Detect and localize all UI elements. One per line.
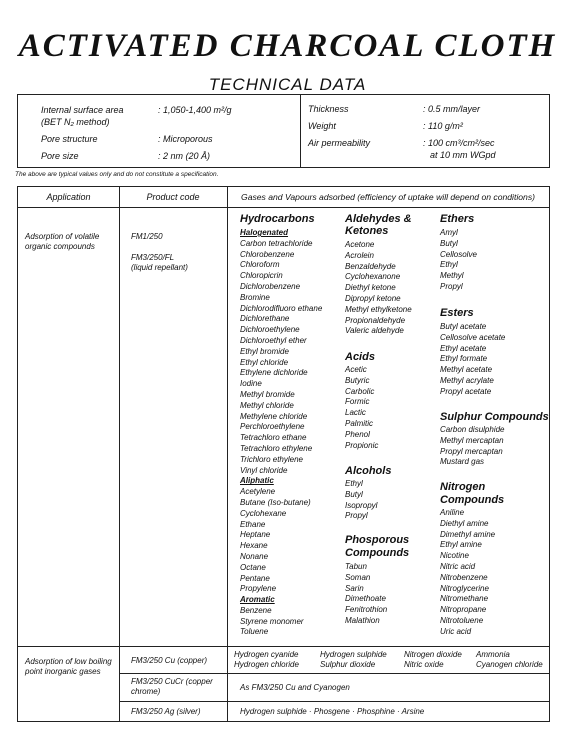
subrow-divider-1 [119,673,549,674]
row2-gases-c3 [404,650,462,670]
adsorption-table [17,186,550,722]
page-title: ACTIVATED CHARCOAL CLOTH [18,28,557,64]
header-gases: Gases and Vapours adsorbed (efficiency of uptake will depend on conditions) [241,192,535,202]
phosphorous-list [345,562,387,627]
compound-item: Methyl acrylate [440,375,494,385]
compound-item: Butane (Iso-butane) [240,497,311,507]
compound-item: Nitroglycerine [440,583,489,593]
compound-item: Pentane [240,573,270,583]
spec-divider [300,95,301,167]
compound-item: Dichloroethyl ether [240,335,307,345]
compound-item: Propyl [440,281,463,291]
spec-value-pore-structure: : Microporous [158,134,213,144]
compound-item: Valeric aldehyde [345,326,404,336]
category-aldehydes: Aldehydes & [345,213,412,225]
compound-item: Chloroform [240,260,280,270]
row2-gases-silver: Hydrogen sulphide · Phosgene · Phosphine · Arsine [240,707,425,716]
compound-item: Methyl ethylketone [345,304,412,314]
row2-code-copper-chrome: FM3/250 CuCr (copper chrome) [131,677,213,696]
compound-item: Formic [345,397,370,407]
category-sulphur: Sulphur Compounds [440,411,549,423]
compound-item: Nicotine [440,551,469,561]
compound-item: Ethyl chloride [240,357,289,367]
compound-item: Ethyl acetate [440,343,487,353]
compound-item: Butyric [345,375,370,385]
category-ethers: Ethers [440,213,475,225]
compound-item: Aniline [440,508,465,517]
compound-item: Butyl [440,238,458,248]
compound-item: Cyclohexane [240,508,287,518]
gas-nitric-oxide: Nitric oxide [404,660,444,669]
nitrogen-list [440,508,495,638]
compound-item: Butyl acetate [440,322,487,331]
row2-gases-c4 [476,650,543,670]
disclaimer-note: The above are typical values only and do not constitute a specification. [15,171,219,178]
category-phosphorous: Phosporous [345,534,410,546]
compound-item: Propyl mercaptan [440,446,503,456]
compound-item: Vinyl chloride [240,465,288,475]
row2-code-silver: FM3/250 Ag (silver) [131,707,201,716]
compound-item: Ethylene dichloride [240,368,308,378]
category-acids: Acids [345,351,375,363]
compound-item: Benzene [240,605,272,615]
compound-item: Butyl [345,489,363,499]
compound-item: Propyl acetate [440,386,492,396]
compound-item: Acetone [345,240,375,249]
col-divider-1 [119,187,120,721]
spec-value-pore-size: : 2 nm (20 Å) [158,151,211,161]
compound-item: Isopropyl [345,500,378,510]
compound-item: Palmitic [345,418,374,428]
compound-item: Uric acid [440,626,472,636]
category-phosphorous-compounds: Compounds [345,547,410,559]
compound-item: Diethyl amine [440,518,489,528]
spec-value-air-permeability-2: at 10 mm WGpd [430,150,496,160]
compound-item: Amyl [440,228,458,237]
header-application: Application [46,192,91,202]
compound-item: Propionic [345,440,379,450]
compound-item: Nitrotoluene [440,615,484,625]
compound-item: Carbon tetrachloride [240,238,313,248]
hydrocarbons-list [240,228,322,638]
row1-code-fm3fl: FM3/250/FL [131,253,175,262]
acids-list [345,365,378,451]
compound-item: Ethyl bromide [240,346,289,356]
compound-item: Methyl mercaptan [440,435,504,445]
compound-item: Soman [345,572,371,582]
compound-item: Cellosolve acetate [440,332,506,342]
compound-item: Dichlorethane [240,314,290,324]
compound-item: Cellosolve [440,249,477,259]
spec-value-weight-text: 110 g/m² [428,121,463,131]
gas-ammonia: Ammonia [476,650,510,659]
subcategory-label: Aromatic [240,595,275,605]
compound-item: Tetrachloro ethylene [240,443,313,453]
spec-value-air-permeability-text: 100 cm³/cm²/sec [428,138,495,148]
category-ketones: Ketones [345,225,389,237]
row-divider [18,646,549,647]
row1-code-fm3fl-note: (liquid repellant) [131,263,188,272]
compound-item: Benzaldehyde [345,261,396,271]
compound-item: Ethyl amine [440,540,482,550]
spec-label-weight: Weight [308,121,336,131]
compound-item: Nitromethane [440,594,489,604]
category-nitrogen-compounds: Compounds [440,494,505,506]
compound-item: Methyl [440,271,464,281]
compound-item: Toluene [240,627,269,637]
compound-item: Ethyl formate [440,354,488,364]
ethers-list [440,228,477,293]
spec-label-bet: (BET N₂ method) [41,117,110,127]
spec-label-pore-size: Pore size [41,151,79,161]
subrow-divider-2 [119,701,549,702]
spec-label-surface-area: Internal surface area [41,105,124,115]
esters-list [440,322,505,398]
spec-value-weight: : 110 g/m² [423,121,463,131]
row2-gases-c2 [320,650,387,670]
subcategory-label: Aliphatic [240,476,274,486]
spec-value-thickness-text: 0.5 mm/layer [428,104,481,114]
gas-hydrogen-chloride: Hydrogen chloride [234,660,299,669]
compound-item: Diethyl ketone [345,283,396,293]
row1-code-fm1: FM1/250 [131,232,163,241]
gas-hydrogen-cyanide: Hydrogen cyanide [234,650,299,659]
compound-item: Hexane [240,541,268,551]
compound-item: Methyl acetate [440,365,493,375]
compound-item: Acetic [345,365,367,374]
spec-value-surface-area-text: 1,050-1,400 m²/g [163,105,232,115]
gas-cyanogen-chloride: Cyanogen chloride [476,660,543,669]
alcohols-list [345,479,377,522]
spec-value-pore-size-text: 2 nm (20 Å) [163,151,211,161]
compound-item: Methyl bromide [240,389,295,399]
spec-label-pore-structure: Pore structure [41,134,98,144]
compound-item: Nitropropane [440,605,487,615]
header-divider [18,207,549,208]
spec-value-pore-structure-text: Microporous [163,134,213,144]
compound-item: Propionaldehyde [345,315,406,325]
row2-code-copper: FM3/250 Cu (copper) [131,656,208,665]
gas-sulphur-dioxide: Sulphur dioxide [320,660,376,669]
compound-item: Tabun [345,562,367,571]
row2-application: Adsorption of low boiling point inorganic gases [25,657,112,676]
compound-item: Methylene chloride [240,411,308,421]
compound-item: Tetrachloro ethane [240,433,307,443]
spec-value-surface-area: : 1,050-1,400 m²/g [158,105,232,115]
compound-item: Ethane [240,519,266,529]
compound-item: Carbon disulphide [440,425,505,434]
compound-item: Fenitrothion [345,605,388,615]
spec-value-air-permeability: : 100 cm³/cm²/sec [423,138,495,148]
compound-item: Chloropicrin [240,271,283,281]
spec-label-air-permeability: Air permeability [308,138,371,148]
compound-item: Carbolic [345,386,375,396]
compound-item: Dichloroethylene [240,325,300,335]
spec-label-thickness: Thickness [308,104,349,114]
compound-item: Nitrobenzene [440,572,488,582]
compound-item: Propyl [345,511,368,521]
compound-item: Malathion [345,615,380,625]
compound-item: Lactic [345,408,366,418]
compound-item: Nitric acid [440,561,476,571]
compound-item: Propylene [240,584,277,594]
compound-item: Octane [240,562,266,572]
compound-item: Ethyl [345,479,363,488]
compound-item: Phenol [345,429,370,439]
aldehydes-list [345,240,412,337]
spec-box [17,94,550,168]
compound-item: Cyclohexanone [345,272,401,282]
category-alcohols: Alcohols [345,465,392,477]
category-hydrocarbons: Hydrocarbons [240,213,315,225]
gas-hydrogen-sulphide: Hydrogen sulphide [320,650,387,659]
compound-item: Trichloro ethylene [240,454,303,464]
page-subtitle: TECHNICAL DATA [208,75,367,94]
compound-item: Sarin [345,583,364,593]
gas-nitrogen-dioxide: Nitrogen dioxide [404,650,462,659]
col-divider-2 [227,187,228,721]
compound-item: Heptane [240,530,271,540]
compound-item: Iodine [240,379,262,389]
subcategory-label: Halogenated [240,228,289,237]
compound-item: Dipropyl ketone [345,293,401,303]
compound-item: Nonane [240,551,269,561]
compound-item: Dimethyl amine [440,529,496,539]
category-esters: Esters [440,307,474,319]
row2-gases-c1 [234,650,299,670]
header-product-code: Product code [146,192,200,202]
row1-application: Adsorption of volatile organic compounds [25,232,100,251]
category-nitrogen: Nitrogen [440,481,486,493]
compound-item: Bromine [240,292,270,302]
compound-item: Dichlorodifluoro ethane [240,303,323,313]
row2-gases-copper-chrome: As FM3/250 Cu and Cyanogen [240,683,350,692]
sulphur-list [440,425,505,468]
compound-item: Acrolein [345,250,374,260]
compound-item: Chlorobenzene [240,249,295,259]
compound-item: Dichlorobenzene [240,281,301,291]
compound-item: Ethyl [440,260,458,270]
compound-item: Perchloroethylene [240,422,305,432]
compound-item: Styrene monomer [240,616,304,626]
spec-value-thickness: : 0.5 mm/layer [423,104,481,114]
compound-item: Dimethoate [345,594,386,604]
compound-item: Methyl chloride [240,400,294,410]
compound-item: Acetylene [240,487,276,497]
compound-item: Mustard gas [440,457,485,467]
